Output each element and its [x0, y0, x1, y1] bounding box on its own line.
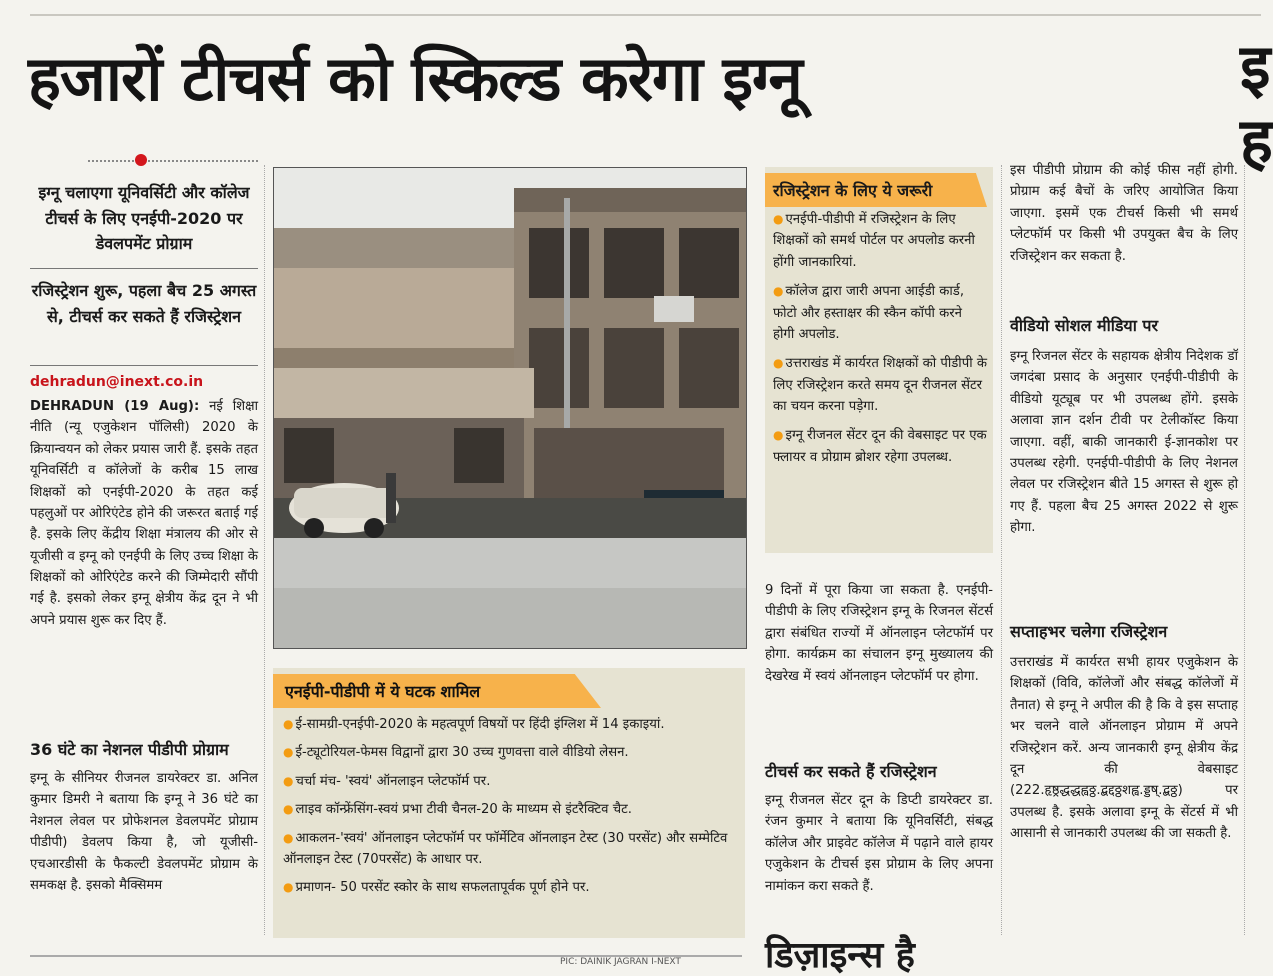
- requirements-box-title: रजिस्ट्रेशन के लिए ये जरूरी: [773, 181, 933, 200]
- list-item: ● ई-ट्यूटोरियल-फेमस विद्वानों द्वारा 30 उच्च गुणवत्ता वाले वीडियो लेसन.: [283, 745, 629, 761]
- list-item: ● प्रमाणन- 50 परसेंट स्कोर के साथ सफलतापूर्वक पूर्ण होने पर.: [283, 880, 590, 896]
- deck-rule: [30, 365, 258, 366]
- deck-line-2: रजिस्ट्रेशन शुरू, पहला बैच 25 अगस्त से, टीचर्स कर सकते हैं रजिस्ट्रेशन: [31, 281, 257, 326]
- bullet-icon: ●: [283, 830, 294, 845]
- dateline: DEHRADUN (19 Aug):: [30, 399, 200, 414]
- next-story-headline: डिज़ाइन्स है: [765, 935, 915, 976]
- list-item: ● एनईपी-पीडीपी में रजिस्ट्रेशन के लिए शिक्षकों को समर्थ पोर्टल पर अपलोड करनी होंगी जानकारियां.: [773, 212, 975, 270]
- list-item: ● इग्नू रीजनल सेंटर दून की वेबसाइट पर एक फ्लायर व प्रोग्राम ब्रोशर रहेगा उपलब्ध.: [773, 428, 987, 465]
- components-list: [283, 714, 733, 906]
- top-rule: [30, 0, 1261, 16]
- bullet-icon: ●: [283, 773, 294, 788]
- story-para-4: इग्नू रीजनल सेंटर दून के डिप्टी डायरेक्टर डा. रंजन कुमार ने बताया कि यूनिवर्सिटी, संबद्ध कॉलेज और प्राइवेट कॉलेज में पढ़ाने वाले हायर एजुकेशन के टीचर्स इस प्रोग्राम के लिए अपना नामांकन करा सकते हैं.: [765, 793, 993, 894]
- bullet-icon: ●: [773, 428, 784, 443]
- list-item: ● लाइव कॉन्फ्रेंसिंग-स्वयं प्रभा टीवी चैनल-20 के माध्यम से इंटरैक्टिव चैट.: [283, 802, 632, 818]
- subhead-video: वीडियो सोशल मीडिया पर: [1010, 316, 1159, 335]
- building-illustration: [274, 168, 746, 648]
- list-item: ● आकलन-'स्वयं' ऑनलाइन प्लेटफॉर्म पर फॉर्मेटिव ऑनलाइन टेस्ट (30 परसेंट) और सम्मेटिव ऑनलाइन टेस्ट (70परसेंट) के आधार पर.: [283, 830, 728, 867]
- para-1-text: नई शिक्षा नीति (न्यू एजुकेशन पॉलिसी) 2020 के क्रियान्वयन को लेकर प्रयास जारी हैं. इसके तहत यूनिवर्सिटी व कॉलेजों के करीब 15 लाख शिक्षकों को एनईपी-2020 के तहत कई पहलुओं पर ओरिएंटेड होने की जरूरत बताई गई है. इसके लिए केंद्रीय शिक्षा मंत्रालय की ओर से यूजीसी व इग्नू को एनईपी के लिए उच्च शिक्षा के शिक्षकों को ओरिएंटेड करने की जिम्मेदारी सौंपी गई है. इसको लेकर इग्नू क्षेत्रीय केंद्र दून ने भी अपने प्रयास शुरू कर दिए हैं.: [30, 399, 258, 628]
- bullet-icon: ●: [773, 356, 784, 371]
- subhead-week: सप्ताहभर चलेगा रजिस्ट्रेशन: [1010, 622, 1168, 641]
- headline: हजारों टीचर्स को स्किल्ड करेगा इग्नू: [28, 42, 802, 115]
- subhead-pdp: 36 घंटे का नेशनल पीडीपी प्रोग्राम: [30, 740, 229, 759]
- deck-rule: [30, 268, 258, 269]
- story-para-1: [30, 396, 258, 631]
- story-para-6: इग्नू रिजनल सेंटर के सहायक क्षेत्रीय निदेशक डॉ जगदंबा प्रसाद के अनुसार एनईपी-पीडीपी के वीडियो यूट्यूब पर भी उपलब्ध होंगे. इसके अलावा ज्ञान दर्शन टीवी पर टेलीकॉस्ट किया जाएगा. वहीं, बाकी जानकारी ई-ज्ञानकोश पर उपलब्ध रहेगी. एनईपी-पीडीपी के लिए नेशनल लेवल पर रजिस्ट्रेशन बीते 15 अगस्त से शुरू हो गए हैं. पहला बैच 25 अगस्त 2022 से शुरू होगा.: [1010, 349, 1238, 535]
- column-separator: [1244, 165, 1246, 935]
- photo-credit: PIC: DAINIK JAGRAN I-NEXT: [560, 957, 681, 967]
- bullet-icon: ●: [773, 212, 784, 226]
- column-separator: [264, 165, 266, 935]
- email-link[interactable]: dehradun@inext.co.in: [30, 374, 204, 390]
- bullet-icon: ●: [283, 802, 294, 817]
- components-box: [273, 668, 745, 938]
- list-item: ● उत्तराखंड में कार्यरत शिक्षकों को पीडीपी के लिए रजिस्ट्रेशन करते समय दून रीजनल सेंटर का चयन करना पड़ेगा.: [773, 356, 987, 414]
- adjacent-story-edge: इ ह: [1240, 30, 1273, 178]
- story-para-2: इग्नू के सीनियर रीजनल डायरेक्टर डा. अनिल कुमार डिमरी ने बताया कि इग्नू ने 36 घंटे का नेशनल लेवल पर प्रोफेशनल डेवलपमेंट प्रोग्राम पीडीपी) डेवलप किया है, जो यूजीसी-एचआरडीसी के फैकल्टी डेवलपमेंट प्रोग्राम के समकक्ष है. इसको मैक्सिमम: [30, 771, 258, 893]
- registration-requirements-box: [765, 167, 993, 553]
- requirements-list: [773, 209, 987, 476]
- column-separator: [1001, 165, 1003, 935]
- building-photo: [273, 167, 747, 649]
- bullet-icon: ●: [283, 717, 294, 731]
- story-para-5: इस पीडीपी प्रोग्राम की कोई फीस नहीं होगी. प्रोग्राम कई बैचों के जरिए आयोजित किया जाएगा. इसमें एक टीचर्स किसी भी समर्थ प्लेटफॉर्म पर किसी भी उपयुक्त बैच के लिए रजिस्ट्रेशन कर सकता है.: [1010, 163, 1238, 264]
- bullet-icon: ●: [773, 284, 784, 299]
- deck-line-1: इग्नू चलाएगा यूनिवर्सिटी और कॉलेज टीचर्स के लिए एनईपी-2020 पर डेवलपमेंट प्रोग्राम: [38, 183, 250, 254]
- story-para-3: 9 दिनों में पूरा किया जा सकता है. एनईपी-पीडीपी के लिए रजिस्ट्रेशन इग्नू के रिजनल सेंटर्स द्वारा संबंधित राज्यों में ऑनलाइन प्लेटफॉर्म पर होगा. कार्यक्रम का संचालन इग्नू मुख्यालय की देखरेख में स्वयं ऑनलाइन प्लेटफॉर्म पर होगा.: [765, 583, 993, 684]
- story-para-7: उत्तराखंड में कार्यरत सभी हायर एजुकेशन के शिक्षकों (विवि, कॉलेजों और संबद्ध कॉलेजों में तैनात) से इग्नू ने अपील की है कि वे इस सप्ताह भर चलने वाले ऑनलाइन प्रोग्राम में अपने रजिस्ट्रेशन करें. अन्य जानकारी इग्नू क्षेत्रीय केंद्र दून की वेबसाइट (222.हृष्ठ्रद्धद्धह्वठ्ठ.द्बद्दठ्ठशह्व.ड्डष्.द्बठ्ठ) पर उपलब्ध है. इसके अलावा इग्नू के सेंटर्स में भी आसानी से जानकारी उपलब्ध की जा सकती है.: [1010, 655, 1238, 841]
- subhead-teachers: टीचर्स कर सकते हैं रजिस्ट्रेशन: [765, 762, 937, 781]
- list-item: ● कॉलेज द्वारा जारी अपना आईडी कार्ड, फोटो और हस्ताक्षर की स्कैन कॉपी करने होगी अपलोड.: [773, 284, 965, 342]
- red-dot-ornament: [135, 154, 147, 166]
- list-item: ● चर्चा मंच- 'स्वयं' ऑनलाइन प्लेटफॉर्म पर.: [283, 773, 491, 789]
- components-box-title: एनईपी-पीडीपी में ये घटक शामिल: [285, 682, 481, 701]
- dotted-divider: [88, 160, 258, 163]
- bullet-icon: ●: [283, 880, 294, 895]
- bullet-icon: ●: [283, 745, 294, 760]
- list-item: ● ई-सामग्री-एनईपी-2020 के महत्वपूर्ण विषयों पर हिंदी इंग्लिश में 14 इकाइयां.: [283, 717, 665, 732]
